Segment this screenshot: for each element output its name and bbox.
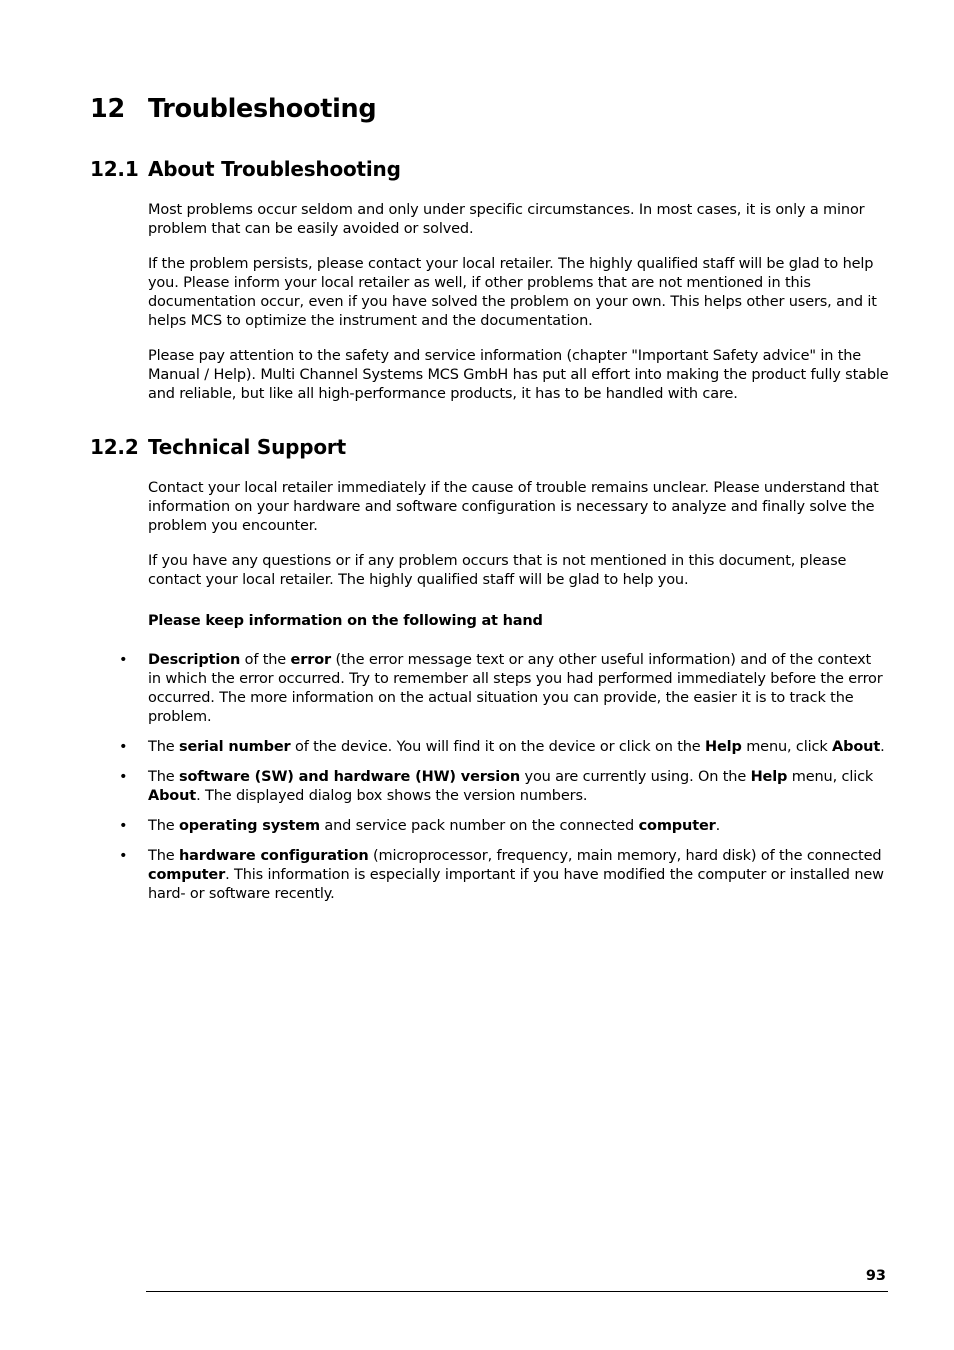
section-number: 12.1	[90, 157, 139, 181]
list-item	[119, 651, 888, 727]
text-run: menu, click	[741, 739, 833, 755]
bold-term: error	[290, 652, 332, 668]
text-run: and service pack number on the connected	[319, 818, 639, 834]
bold-term: About	[148, 788, 197, 804]
bold-term: Description	[148, 652, 241, 668]
text-run: The	[148, 848, 179, 864]
text-run: menu, click	[787, 769, 874, 785]
bold-term: Help	[705, 739, 742, 755]
section-number: 12.2	[90, 435, 139, 459]
chapter-title: Troubleshooting	[148, 94, 377, 124]
paragraph: Most problems occur seldom and only under specific circumstances. In most cases, it is only a minor problem that can be easily avoided or solved.	[148, 202, 865, 237]
bullet-icon: •	[119, 769, 128, 785]
paragraph: If you have any questions or if any problem occurs that is not mentioned in this document, please contact your local retailer. The highly qualified staff will be glad to help you.	[148, 553, 847, 588]
page-number: 93	[865, 1268, 886, 1284]
section-heading-about-troubleshooting	[90, 157, 401, 181]
text-run: . This information is especially important if you have modified the computer or installed new hard- or software recently.	[148, 867, 884, 902]
list-item	[119, 768, 888, 806]
info-bullet-list	[0, 651, 954, 915]
bullet-icon: •	[119, 739, 128, 755]
paragraph: Please pay attention to the safety and service information (chapter "Important Safety advice" in the Manual / Help). Multi Channel Systems MCS GmbH has put all effort into making the product fully stable and reliable, but like all high-performance products, it has to be handled with care.	[148, 348, 889, 402]
text-run: The	[148, 769, 179, 785]
text-run: The	[148, 818, 179, 834]
text-run: .	[715, 818, 721, 834]
bullet-icon: •	[119, 848, 128, 864]
footer-rule	[146, 1291, 888, 1292]
text-run: (microprocessor, frequency, main memory, hard disk) of the connected	[368, 848, 882, 864]
bullet-icon: •	[119, 652, 128, 668]
bold-term: hardware configuration	[178, 848, 369, 864]
bold-term: operating system	[178, 818, 320, 834]
bold-term: computer	[148, 867, 226, 883]
text-run: (the error message text or any other useful information) and of the context in which the error occurred. Try to remember all steps you had performed immediately before the error occurred. The more information on the actual situation you can provide, the easier it is to track the problem.	[148, 652, 883, 725]
subheading: Please keep information on the following at hand	[148, 613, 543, 629]
text-run: .	[880, 739, 885, 755]
text-run: you are currently using. On the	[520, 769, 751, 785]
text-run: The	[148, 739, 179, 755]
text-run: of the	[240, 652, 291, 668]
text-run: of the device. You will find it on the device or click on the	[290, 739, 705, 755]
bold-term: serial number	[178, 739, 291, 755]
section-title: About Troubleshooting	[148, 157, 401, 181]
paragraph: Contact your local retailer immediately if the cause of trouble remains unclear. Please understand that information on your hardware and software configuration is necessary to analyze and finally solve the problem you encounter.	[148, 480, 879, 534]
list-item	[119, 847, 888, 904]
bold-term: computer	[638, 818, 716, 834]
bold-term: software (SW) and hardware (HW) version	[178, 769, 521, 785]
list-item	[119, 817, 888, 836]
bold-term: About	[832, 739, 881, 755]
bold-term: Help	[750, 769, 788, 785]
bullet-icon: •	[119, 818, 128, 834]
text-run: . The displayed dialog box shows the version numbers.	[196, 788, 588, 804]
section-heading-technical-support	[90, 435, 346, 459]
paragraph: If the problem persists, please contact your local retailer. The highly qualified staff will be glad to help you. Please inform your local retailer as well, if other problems that are not mentioned in this documentation occur, even if you have solved the problem on your own. This helps other users, and it helps MCS to optimize the instrument and the documentation.	[148, 256, 877, 329]
chapter-heading	[90, 94, 376, 124]
section-title: Technical Support	[148, 435, 346, 459]
list-item	[119, 738, 888, 757]
chapter-number: 12	[90, 94, 125, 124]
